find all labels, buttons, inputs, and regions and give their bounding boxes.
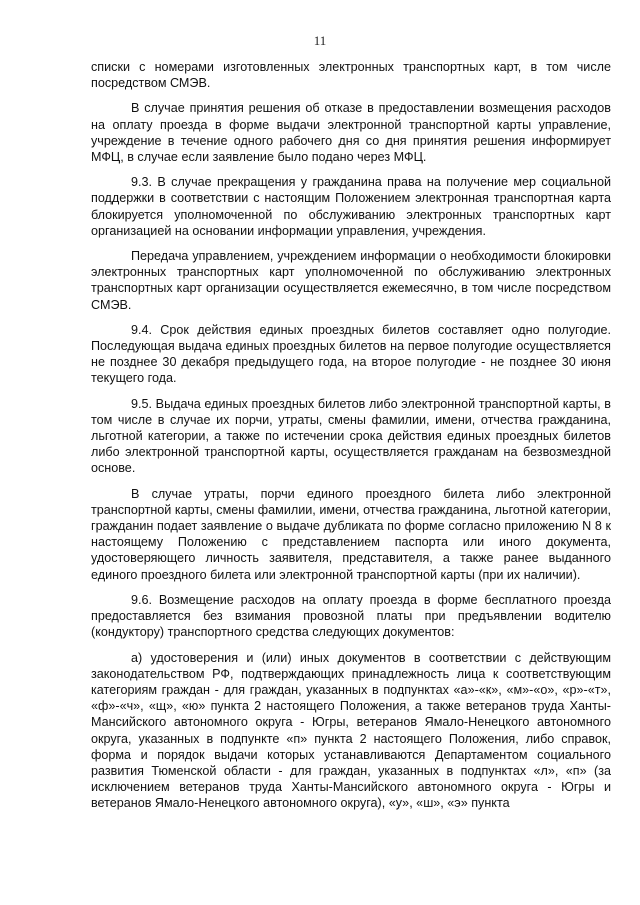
paragraph-9-6: 9.6. Возмещение расходов на оплату проезда в форме бесплатного проезда предоставляется без взимания провозной платы при предъявлении водителю (кондуктору) транспортного средства следующих документов: bbox=[91, 592, 611, 640]
paragraph-9-5: 9.5. Выдача единых проездных билетов либо электронной транспортной карты, в том числе в случае их порчи, утраты, смены фамилии, имени, отчества гражданина, льготной категории, а также по истечении срока действия единых проездных билетов либо электронной транспортной карты, осуществляется гражданам на безвозмездной основе. bbox=[91, 396, 611, 476]
paragraph-continuation: списки с номерами изготовленных электронных транспортных карт, в том числе посредством СМЭВ. bbox=[91, 60, 611, 91]
paragraph-blocking-info-transfer: Передача управлением, учреждением информации о необходимости блокировки электронных транспортных карт уполномоченной по обслуживанию электронных транспортных карт организации осуществляется ежемесячно, в том числе посредством СМЭВ. bbox=[91, 249, 611, 312]
paragraph-9-3: 9.3. В случае прекращения у гражданина права на получение мер социальной поддержки в соответствии с настоящим Положением электронная транспортная карта блокируется уполномоченной по обслуживанию электронных транспортных карт организацией на основании информации управления, учреждения. bbox=[91, 175, 611, 238]
paragraph-9-4: 9.4. Срок действия единых проездных билетов составляет одно полугодие. Последующая выдача единых проездных билетов на первое полугодие осуществляется не позднее 30 декабря предыдущего года, на второе полугодие - не позднее 30 июня текущего года. bbox=[91, 322, 611, 386]
document-body bbox=[91, 59, 611, 821]
paragraph-9-6-a: а) удостоверения и (или) иных документов в соответствии с действующим законодательством РФ, подтверждающих принадлежность лица к соответствующим категориям граждан - для граждан, указанных в подпунктах «а»-«к», «м»-«о», «р»-«т», «ф»-«ч», «щ», «ю» пункта 2 настоящего Положения, а также ветеранов труда Ханты-Мансийского автономного округа - Югры, ветеранов Ямало-Ненецкого автономного округа, указанных в подпункте «п» пункта 2 настоящего Положения, либо справок, форма и порядок выдачи которых устанавливаются Департаментом социального развития Тюменской области - для граждан, указанных в подпунктах «л», «п» (за исключением ветеранов труда Ханты-Мансийского автономного округа - Югры и ветеранов Ямало-Ненецкого автономного округа), «у», «ш», «э» пункта bbox=[91, 650, 611, 811]
page-number: 11 bbox=[313, 33, 327, 48]
paragraph-refusal-notice: В случае принятия решения об отказе в предоставлении возмещения расходов на оплату проезда в форме выдачи электронной транспортной карты управление, учреждение в течение одного рабочего дня со дня принятия решения информирует МФЦ, в случае если заявление было подано через МФЦ. bbox=[91, 101, 611, 165]
paragraph-duplicate-issue: В случае утраты, порчи единого проездного билета либо электронной транспортной карты, смены фамилии, имени, отчества гражданина, льготной категории, гражданин подает заявление о выдаче дубликата по форме согласно приложению N 8 к настоящему Положению с представлением паспорта или иного документа, удостоверяющего личность заявителя, представителя, а также ранее выданного единого проездного билета или электронной транспортной карты (при их наличии). bbox=[91, 486, 611, 582]
